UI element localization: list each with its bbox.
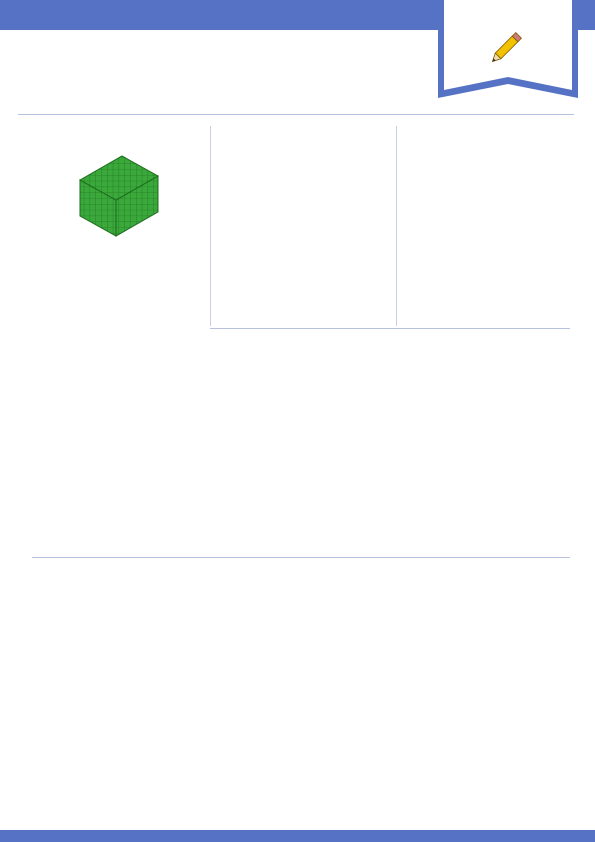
divider [32, 557, 570, 558]
footer-bar [0, 830, 595, 842]
